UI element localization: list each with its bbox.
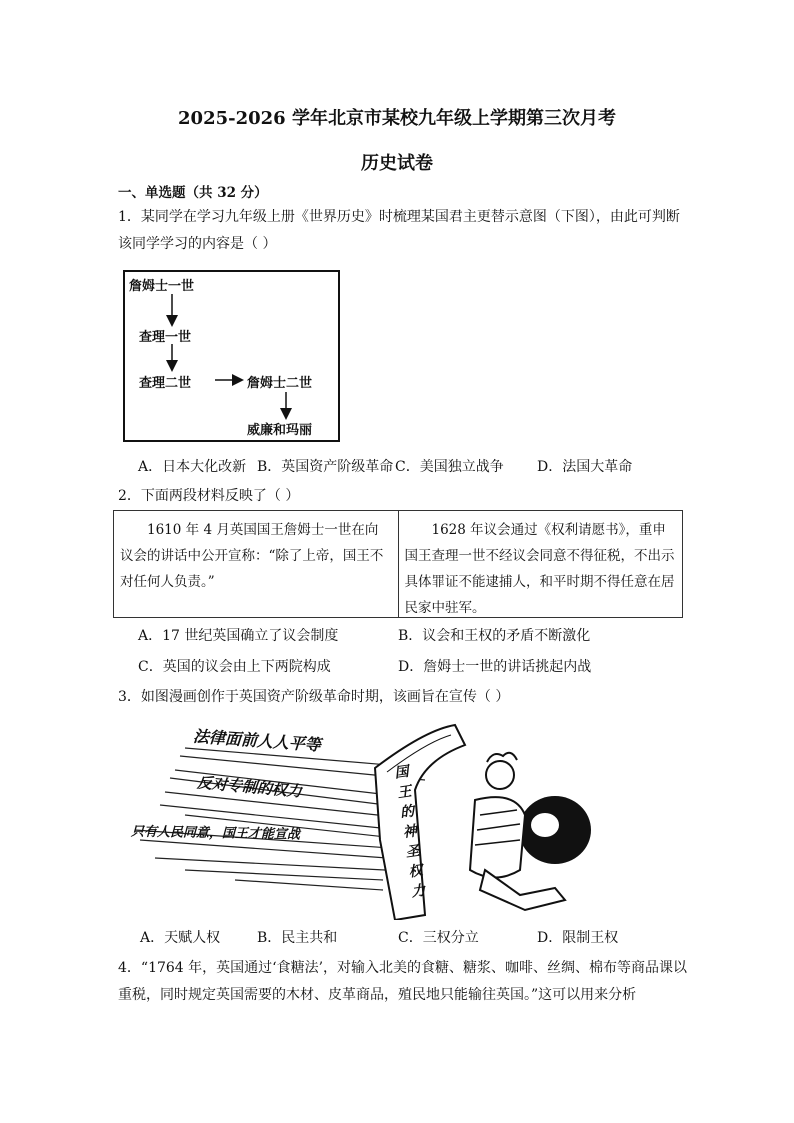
- shield-label: 国王的神圣权力: [393, 763, 427, 901]
- q2-option-d[interactable]: D．詹姆士一世的讲话挑起内战: [398, 659, 592, 675]
- q2-option-b[interactable]: B．议会和王权的矛盾不断激化: [398, 628, 591, 644]
- exam-title: 2025-2026 学年北京市某校九年级上学期第三次月考: [178, 108, 616, 129]
- q3-option-b[interactable]: B．民主共和: [257, 930, 338, 946]
- q1-option-a[interactable]: A．日本大化改新: [138, 459, 247, 475]
- q1-option-b[interactable]: B．英国资产阶级革命: [257, 459, 394, 475]
- materials-table: [113, 510, 683, 618]
- q2-option-c[interactable]: C．英国的议会由上下两院构成: [138, 659, 331, 675]
- material-left: 1610 年 4 月英国国王詹姆士一世在向议会的讲话中公开宣称：“除了上帝，国王不对任何人负责。”: [120, 522, 384, 590]
- q3-option-d[interactable]: D．限制王权: [537, 930, 619, 946]
- q1-option-d[interactable]: D．法国大革命: [537, 459, 633, 475]
- q3-option-c[interactable]: C．三权分立: [398, 930, 479, 946]
- node-william-mary: 威廉和玛丽: [247, 423, 313, 438]
- node-james-ii: 詹姆士二世: [247, 376, 313, 391]
- question-2-stem: 2．下面两段材料反映了（ ）: [118, 488, 300, 504]
- question-4-line-1: 4．“1764 年，英国通过‘食糖法’，对输入北美的食糖、糖浆、咖啡、丝绸、棉布等商品课以: [118, 960, 688, 976]
- section-heading: 一、单选题（共 32 分）: [118, 185, 268, 201]
- question-4-line-2: 重税，同时规定英国需要的木材、皮革商品，殖民地只能输往英国。”这可以用来分析: [118, 987, 637, 1003]
- succession-arrows: [125, 272, 338, 440]
- q1-option-c[interactable]: C．美国独立战争: [395, 459, 504, 475]
- slogan-consent: 只有人民同意，国王才能宣战: [130, 824, 301, 843]
- node-charles-ii: 查理二世: [139, 376, 192, 391]
- question-1-line-1: 1．某同学在学习九年级上册《世界历史》时梳理某国君主更替示意图（下图），由此可判断: [118, 209, 680, 225]
- question-1: [118, 204, 688, 258]
- succession-diagram: [123, 270, 340, 442]
- slogan-equality: 法律面前人人平等: [192, 726, 322, 755]
- question-4: [118, 955, 688, 1009]
- cartoon-illustration: [125, 720, 605, 920]
- node-james-i: 詹姆士一世: [129, 279, 195, 294]
- q3-option-a[interactable]: A．天赋人权: [140, 930, 221, 946]
- q2-option-a[interactable]: A．17 世纪英国确立了议会制度: [138, 628, 339, 644]
- question-1-line-2: 该同学学习的内容是（ ）: [118, 236, 277, 252]
- slogan-anti-tyranny: 反对专制的权力: [196, 773, 303, 801]
- question-3-stem: 3．如图漫画创作于英国资产阶级革命时期，该画旨在宣传（ ）: [118, 689, 510, 705]
- material-right: 1628 年议会通过《权利请愿书》，重申国王查理一世不经议会同意不得征税，不出示具体罪证不能逮捕人，和平时期不得任意在居民家中驻军。: [398, 511, 683, 617]
- cartoon-drawing: [125, 720, 605, 920]
- node-charles-i: 查理一世: [139, 330, 192, 345]
- exam-subtitle: 历史试卷: [361, 153, 433, 174]
